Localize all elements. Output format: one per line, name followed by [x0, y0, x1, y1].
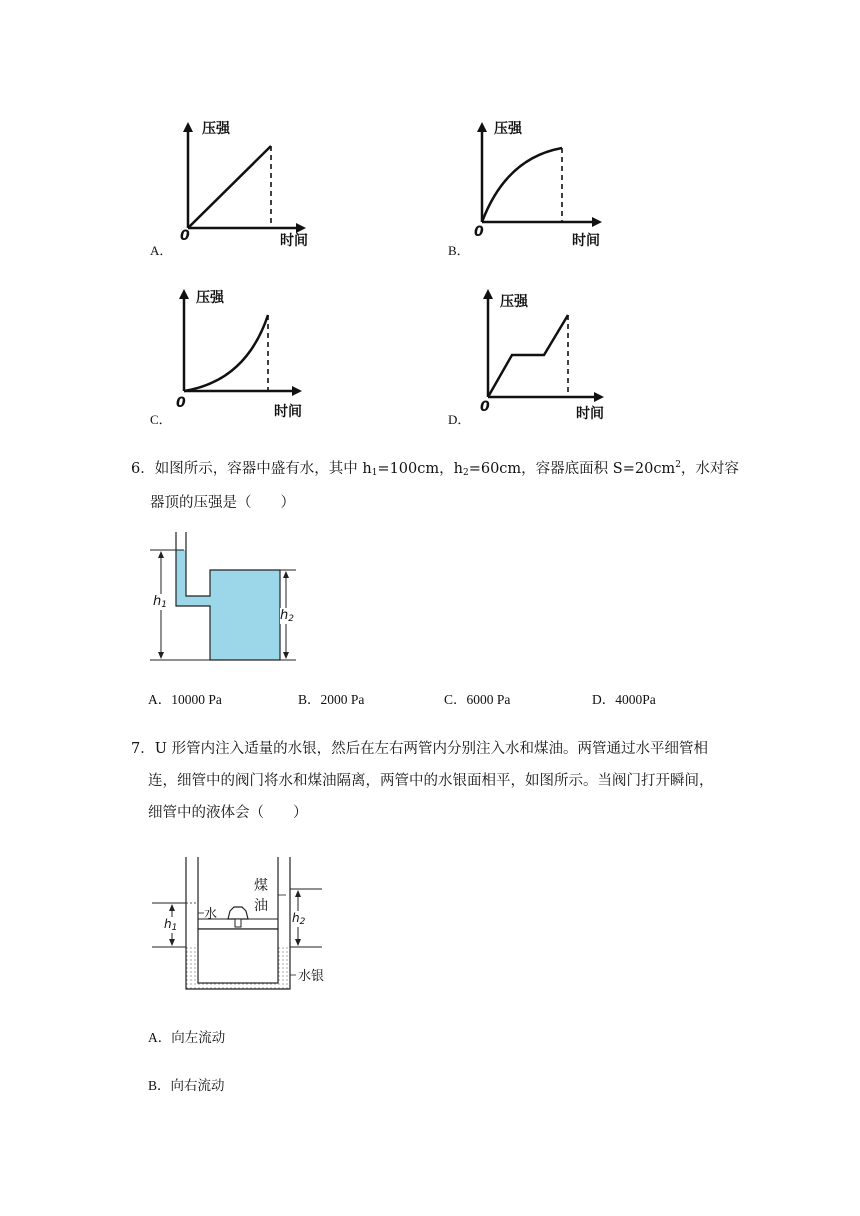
- question-7-line-2: 连，细管中的阀门将水和煤油隔离，两管中的水银面相平，如图所示。当阀门打开瞬间，: [148, 773, 714, 789]
- graph-option-c: [150, 285, 350, 425]
- q7-figure: [150, 855, 350, 995]
- x-axis-label: 时间: [274, 404, 302, 420]
- question-6-line-2: 器顶的压强是（ ）: [150, 495, 295, 511]
- h2-subscript: 2: [462, 468, 469, 478]
- option-letter: C．: [150, 412, 172, 427]
- mercury-label: 水银: [298, 969, 325, 984]
- origin-label: 0: [176, 395, 186, 411]
- h1-subscript: 1: [371, 468, 378, 478]
- question-7: [131, 733, 771, 829]
- y-axis-label: 压强: [494, 121, 522, 137]
- q6-text-c: =60cm，容器底面积 S=20cm: [468, 461, 676, 477]
- h2-label: $h_2$: [292, 911, 306, 927]
- y-axis-label: 压强: [202, 121, 230, 137]
- kerosene-label-1: 煤: [254, 878, 268, 894]
- x-axis-label: 时间: [576, 406, 604, 422]
- option-letter: D．: [448, 412, 471, 427]
- q7-choice-b[interactable]: B．向右流动: [148, 1078, 225, 1093]
- choice-b[interactable]: B．2000 Pa: [298, 692, 365, 707]
- option-letter: A．: [150, 243, 173, 258]
- q6-text-d: ，水对容: [680, 461, 739, 477]
- choice-d[interactable]: D．4000Pa: [592, 692, 656, 707]
- choice-a[interactable]: A．10000 Pa: [148, 692, 222, 707]
- q6-text-b: =100cm，h: [377, 461, 463, 477]
- area-superscript: 2: [675, 460, 681, 470]
- question-7-line-1: [131, 733, 771, 765]
- q7-text-1: U 形管内注入适量的水银，然后在左右两管内分别注入水和煤油。两管通过水平细管相: [154, 741, 709, 757]
- graph-option-d: [448, 285, 648, 425]
- origin-label: 0: [474, 224, 484, 240]
- x-axis-label: 时间: [572, 233, 600, 249]
- graph-option-a: [150, 118, 350, 258]
- option-letter: B．: [448, 243, 470, 258]
- h1-label: $h_1$: [153, 594, 167, 610]
- q6-text-a: 如图所示，容器中盛有水，其中 h: [154, 461, 372, 477]
- origin-label: 0: [480, 399, 490, 415]
- water-label: 水: [204, 907, 218, 922]
- question-6: [131, 450, 751, 518]
- question-7-line-3: 细管中的液体会（ ）: [148, 805, 308, 821]
- graph-option-b: [448, 118, 648, 258]
- origin-label: 0: [180, 228, 190, 244]
- graph-d-plot: [448, 285, 648, 425]
- kerosene-label-2: 油: [254, 898, 268, 914]
- y-axis-label: 压强: [500, 294, 528, 310]
- question-number: 7．: [131, 741, 155, 757]
- question-number: 6．: [131, 461, 155, 477]
- q6-figure: [140, 528, 310, 668]
- water-fill: [176, 550, 280, 660]
- y-axis-label: 压强: [196, 290, 224, 306]
- choice-c[interactable]: C．6000 Pa: [444, 692, 511, 707]
- q7-choice-a[interactable]: A．向左流动: [148, 1030, 226, 1045]
- x-axis-label: 时间: [280, 233, 308, 249]
- q6-choices: [148, 688, 748, 710]
- question-6-line-1: [131, 450, 751, 488]
- h2-label: $h_2$: [280, 608, 294, 624]
- h1-label: $h_1$: [164, 917, 178, 933]
